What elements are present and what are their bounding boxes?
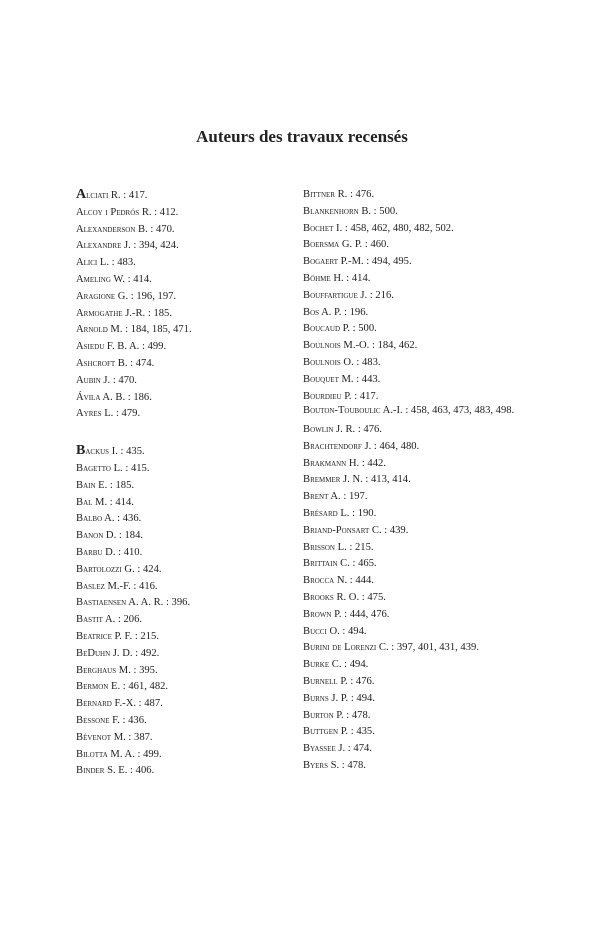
index-entry: Burke C. : 494. bbox=[303, 659, 369, 671]
index-entry: Ayres L. : 479. bbox=[76, 408, 141, 420]
index-entry: Boersma G. P. : 460. bbox=[303, 239, 389, 251]
index-entry: Alciati R. : 417. bbox=[76, 187, 148, 202]
index-entry: Asiedu F. B. A. : 499. bbox=[76, 341, 167, 353]
index-entry: Burton P. : 478. bbox=[303, 709, 371, 721]
index-entry: Bessone F. : 436. bbox=[76, 714, 147, 726]
index-entry: Alexanderson B. : 470. bbox=[76, 223, 175, 235]
index-entry: Byassee J. : 474. bbox=[303, 743, 372, 755]
index-entry: Bochet I. : 458, 462, 480, 482, 502. bbox=[303, 222, 454, 234]
index-entry: Brocca N. : 444. bbox=[303, 575, 374, 587]
index-entry: Burns J. P. : 494. bbox=[303, 692, 375, 704]
index-entry: BeDuhn J. D. : 492. bbox=[76, 647, 160, 659]
index-entry: Bouton-Touboulic A.-I. : 458, 463, 473, 483, 498. bbox=[303, 405, 515, 417]
index-entry: Bucci O. : 494. bbox=[303, 625, 367, 637]
index-entry: Alcoy i Pedrós R. : 412. bbox=[76, 206, 179, 218]
index-entry: Boucaud P. : 500. bbox=[303, 323, 377, 335]
index-entry: Aragione G. : 196, 197. bbox=[76, 290, 177, 302]
index-entry: Burini de Lorenzi C. : 397, 401, 431, 439. bbox=[303, 642, 479, 654]
index-entry: Bouffartigue J. : 216. bbox=[303, 289, 394, 301]
index-entry: Bal M. : 414. bbox=[76, 496, 134, 508]
index-entry: Bernard F.-X. : 487. bbox=[76, 698, 163, 710]
index-entry: Brown P. : 444, 476. bbox=[303, 608, 390, 620]
index-entry: Bastit A. : 206. bbox=[76, 614, 143, 626]
index-entry: Ashcroft B. : 474. bbox=[76, 357, 155, 369]
index-entry: Boulnois M.-O. : 184, 462. bbox=[303, 340, 418, 352]
author-index-right-column bbox=[303, 187, 523, 775]
index-entry: Backus I. : 435. bbox=[76, 443, 145, 459]
index-entry: Binder S. E. : 406. bbox=[76, 765, 155, 777]
index-entry: Bourdieu P. : 417. bbox=[303, 390, 379, 402]
index-entry: Alici L. : 483. bbox=[76, 257, 136, 269]
index-entry: Brooks R. O. : 475. bbox=[303, 591, 386, 603]
index-entry: Buttgen P. : 435. bbox=[303, 726, 375, 738]
index-entry: Bilotta M. A. : 499. bbox=[76, 748, 162, 760]
index-entry: Bévenot M. : 387. bbox=[76, 731, 153, 743]
index-entry: Bermon E. : 461, 482. bbox=[76, 681, 169, 693]
index-entry: Barbu D. : 410. bbox=[76, 546, 143, 558]
index-entry: Brent A. : 197. bbox=[303, 491, 368, 503]
index-entry: Burnell P. : 476. bbox=[303, 675, 375, 687]
index-entry: Alexandre J. : 394, 424. bbox=[76, 240, 179, 252]
index-entry: Balbo A. : 436. bbox=[76, 513, 142, 525]
index-entry: Blankenhorn B. : 500. bbox=[303, 205, 398, 217]
index-entry: Banon D. : 184. bbox=[76, 530, 144, 542]
section-initial: A bbox=[76, 187, 87, 202]
index-entry: Brésard L. : 190. bbox=[303, 507, 377, 519]
index-entry: Ameling W. : 414. bbox=[76, 273, 152, 285]
index-entry: Bain E. : 185. bbox=[76, 479, 135, 491]
index-entry: Briand-Ponsart C. : 439. bbox=[303, 524, 409, 536]
index-entry: Baslez M.-F. : 416. bbox=[76, 580, 158, 592]
index-entry: Bremmer J. N. : 413, 414. bbox=[303, 474, 411, 486]
index-entry: Brisson L. : 215. bbox=[303, 541, 374, 553]
index-entry: Bos A. P. : 196. bbox=[303, 306, 369, 318]
index-entry: Bagetto L. : 415. bbox=[76, 462, 150, 474]
index-entry: Ávila A. B. : 186. bbox=[76, 391, 152, 403]
index-entry: Brachtendorf J. : 464, 480. bbox=[303, 440, 420, 452]
index-entry: Bowlin J. R. : 476. bbox=[303, 423, 382, 435]
author-index-left-column bbox=[76, 187, 286, 780]
index-entry: Bittner R. : 476. bbox=[303, 189, 375, 200]
index-entry: Böhme H. : 414. bbox=[303, 272, 371, 284]
index-entry: Armogathe J.-R. : 185. bbox=[76, 307, 172, 319]
index-entry: Boulnois O. : 483. bbox=[303, 356, 381, 368]
index-entry: Bastiaensen A. A. R. : 396. bbox=[76, 597, 191, 609]
index-entry: Brakmann H. : 442. bbox=[303, 457, 386, 469]
index-entry: Bartolozzi G. : 424. bbox=[76, 563, 162, 575]
index-entry: Bouquet M. : 443. bbox=[303, 373, 381, 385]
page-title: Auteurs des travaux recensés bbox=[196, 127, 408, 146]
index-entry: Beatrice P. F. : 215. bbox=[76, 630, 159, 642]
section-initial: B bbox=[76, 443, 86, 459]
index-entry: Arnold M. : 184, 185, 471. bbox=[76, 324, 192, 336]
index-entry: Byers S. : 478. bbox=[303, 759, 366, 771]
index-entry: Berghaus M. : 395. bbox=[76, 664, 158, 676]
index-entry: Aubin J. : 470. bbox=[76, 374, 137, 386]
index-entry: Bogaert P.-M. : 494, 495. bbox=[303, 256, 412, 268]
index-entry: Brittain C. : 465. bbox=[303, 558, 377, 570]
